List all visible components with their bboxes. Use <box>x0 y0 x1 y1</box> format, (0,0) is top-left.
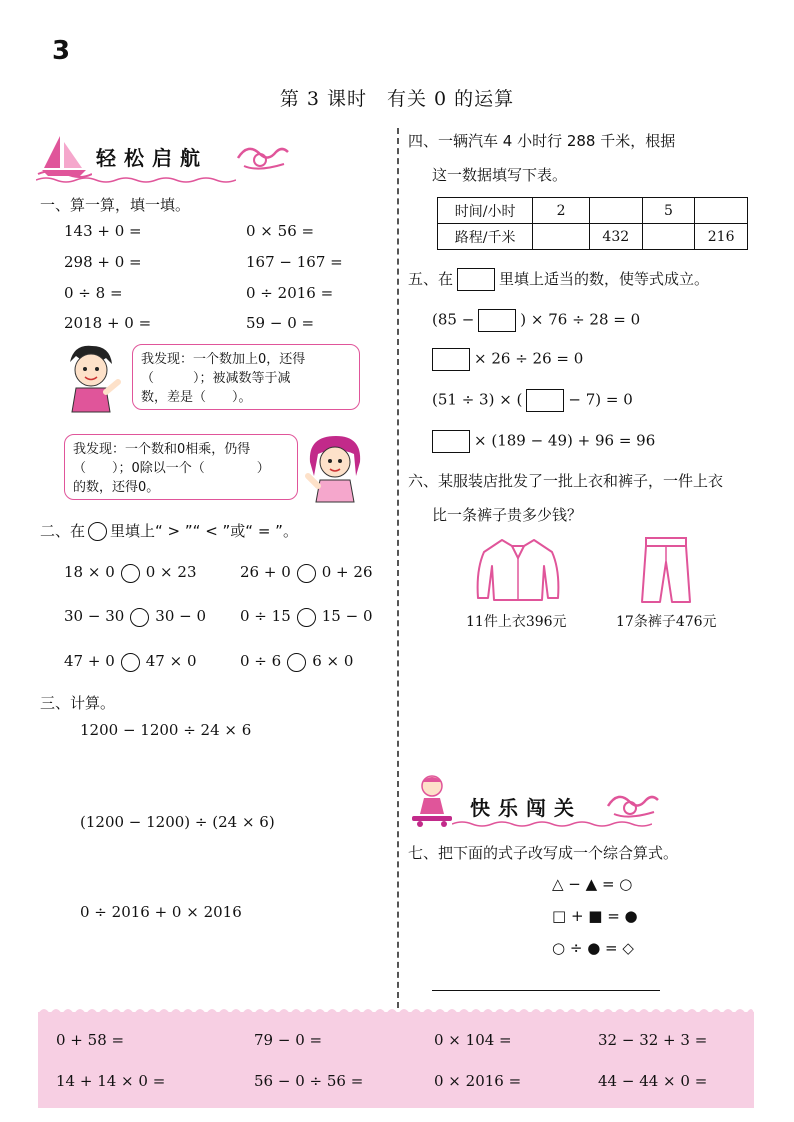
table-cell-blank[interactable] <box>642 224 695 250</box>
answer-box[interactable] <box>432 430 470 453</box>
lesson-title: 第 3 课时 有关 0 的运算 <box>279 88 515 110</box>
shirt-caption: 11件上衣396元 <box>466 614 567 630</box>
oral-calculation-panel <box>38 1012 754 1108</box>
page-number: 3 <box>52 36 71 66</box>
s2-rhs: 47 × 0 <box>145 652 197 670</box>
bubble1-line1: 我发现：一个数加上0，还得 <box>141 352 306 367</box>
bubble2-line1: 我发现：一个数和0相乘，仍得 <box>73 442 251 457</box>
s3-calc-3: 0 ÷ 2016 + 0 × 2016 <box>80 903 242 921</box>
bubble2-line2: （ ）；0除以一个（ ） <box>73 461 270 476</box>
answer-box[interactable] <box>526 389 564 412</box>
swirl-decoration-icon <box>604 786 660 820</box>
table-row <box>438 224 748 250</box>
banner-title: 轻松启航 <box>96 146 208 170</box>
box-icon <box>457 268 495 291</box>
s2-lhs: 47 + 0 <box>64 652 115 670</box>
oral-ex-2-4: 44 − 44 × 0 = <box>598 1072 708 1090</box>
s2-rhs: 6 × 0 <box>312 652 354 670</box>
s2-rhs: 0 + 26 <box>321 563 373 581</box>
s5-eq3-post: − 7) = 0 <box>568 390 633 409</box>
s1-ex-3-2: 0 ÷ 2016 = <box>246 284 334 302</box>
s5-eq-4 <box>428 430 655 453</box>
table-cell: 5 <box>642 198 695 224</box>
s7-eq-1: △ − ▲ = ○ <box>552 875 633 893</box>
section2-title <box>40 520 298 541</box>
s5-eq1-pre: (85 − <box>432 310 475 329</box>
s5-title-post: 里填上适当的数，使等式成立。 <box>499 270 710 288</box>
oral-ex-2-3: 0 × 2016 = <box>434 1072 522 1090</box>
s2-compare-2-2 <box>240 607 373 627</box>
section3-title: 三、计算。 <box>40 694 116 712</box>
s5-eq-3 <box>432 389 633 412</box>
s2-compare-2-1 <box>64 607 206 627</box>
swirl-decoration-icon <box>234 138 290 172</box>
s5-title-pre: 五、在 <box>408 270 454 288</box>
s2-rhs: 0 × 23 <box>145 563 197 581</box>
s2-compare-3-1 <box>64 652 197 672</box>
oral-ex-1-1: 0 + 58 = <box>56 1031 125 1049</box>
s2-rhs: 30 − 0 <box>155 607 207 625</box>
table-cell: 432 <box>589 224 642 250</box>
s1-ex-1-2: 0 × 56 = <box>246 222 315 240</box>
table-header-cell: 路程/千米 <box>438 224 533 250</box>
s5-eq2-post: × 26 ÷ 26 = 0 <box>474 349 584 368</box>
s2-compare-3-2 <box>240 652 353 672</box>
section7-title: 七、把下面的式子改写成一个综合算式。 <box>408 844 679 862</box>
table-cell: 2 <box>533 198 590 224</box>
s1-ex-2-2: 167 − 167 = <box>246 253 343 271</box>
oral-ex-1-4: 32 − 32 + 3 = <box>598 1031 708 1049</box>
answer-box[interactable] <box>478 309 516 332</box>
s2-lhs: 0 ÷ 6 <box>240 652 282 670</box>
section4-line2: 这一数据填写下表。 <box>432 166 568 184</box>
section4-line1: 四、一辆汽车 4 小时行 288 千米，根据 <box>408 132 676 150</box>
s5-eq3-pre: (51 ÷ 3) × ( <box>432 390 523 409</box>
table-cell-blank[interactable] <box>533 224 590 250</box>
compare-circle-blank[interactable] <box>130 608 149 627</box>
table-row <box>438 198 748 224</box>
bubble1-line2: （ ）；被减数等于减 <box>141 371 291 386</box>
compare-circle-blank[interactable] <box>287 653 306 672</box>
compare-circle-blank[interactable] <box>297 608 316 627</box>
pants-icon <box>636 534 696 606</box>
s2-rhs: 15 − 0 <box>321 607 373 625</box>
section6-line2: 比一条裤子贵多少钱？ <box>432 506 583 524</box>
s2-lhs: 18 × 0 <box>64 563 115 581</box>
bubble1-line3: 数，差是（ ）。 <box>141 390 252 405</box>
section5-title <box>408 268 709 291</box>
table-cell-blank[interactable] <box>695 198 748 224</box>
compare-circle-blank[interactable] <box>121 564 140 583</box>
shirt-icon <box>472 536 564 606</box>
s2-compare-1-1 <box>64 563 197 583</box>
compare-circle-blank[interactable] <box>121 653 140 672</box>
sailboat-icon <box>36 130 92 178</box>
banner-underline <box>36 176 236 184</box>
s5-eq1-post: ) × 76 ÷ 28 = 0 <box>520 310 641 329</box>
s5-eq-1 <box>432 309 640 332</box>
banner2-title: 快乐闯关 <box>470 796 582 820</box>
oral-ex-1-2: 79 − 0 = <box>254 1031 323 1049</box>
answer-line[interactable] <box>432 990 660 991</box>
circle-icon <box>88 522 107 541</box>
s3-calc-2: (1200 − 1200) ÷ (24 × 6) <box>80 813 275 831</box>
s5-eq4-post: × (189 − 49) + 96 = 96 <box>474 431 656 450</box>
s7-eq-3: ○ ÷ ● = ◇ <box>552 939 634 957</box>
girl-cartoon-icon <box>300 432 370 504</box>
table-cell: 216 <box>695 224 748 250</box>
s1-ex-2-1: 298 + 0 = <box>64 253 142 271</box>
bubble2-line3: 的数，还得0。 <box>73 480 160 495</box>
discovery-bubble-2 <box>64 434 298 500</box>
section6-line1: 六、某服装店批发了一批上衣和裤子，一件上衣 <box>408 472 724 490</box>
s7-eq-2: □ + ■ = ● <box>552 907 638 925</box>
s2-lhs: 30 − 30 <box>64 607 125 625</box>
s3-calc-1: 1200 − 1200 ÷ 24 × 6 <box>80 721 252 739</box>
s2-title-pre: 二、在 <box>40 522 86 540</box>
answer-box[interactable] <box>432 348 470 371</box>
s2-compare-1-2 <box>240 563 373 583</box>
s1-ex-4-2: 59 − 0 = <box>246 314 315 332</box>
time-distance-table <box>437 197 748 250</box>
table-cell-blank[interactable] <box>589 198 642 224</box>
kid-skateboard-icon <box>408 772 458 828</box>
s1-ex-3-1: 0 ÷ 8 = <box>64 284 123 302</box>
discovery-bubble-1 <box>132 344 360 410</box>
compare-circle-blank[interactable] <box>297 564 316 583</box>
section1-title: 一、算一算，填一填。 <box>40 196 191 214</box>
column-divider <box>397 128 399 1008</box>
s5-eq-2 <box>428 348 583 371</box>
s2-lhs: 0 ÷ 15 <box>240 607 291 625</box>
oral-ex-2-1: 14 + 14 × 0 = <box>56 1072 166 1090</box>
s1-ex-4-1: 2018 + 0 = <box>64 314 152 332</box>
table-header-cell: 时间/小时 <box>438 198 533 224</box>
banner2-underline <box>452 820 652 828</box>
boy-cartoon-icon <box>56 342 122 414</box>
s2-title-post: 里填上“ > ”“ < ”或“ = ”。 <box>110 522 298 540</box>
oral-ex-1-3: 0 × 104 = <box>434 1031 512 1049</box>
s2-lhs: 26 + 0 <box>240 563 291 581</box>
pants-caption: 17条裤子476元 <box>616 614 717 630</box>
oral-ex-2-2: 56 − 0 ÷ 56 = <box>254 1072 364 1090</box>
s1-ex-1-1: 143 + 0 = <box>64 222 142 240</box>
